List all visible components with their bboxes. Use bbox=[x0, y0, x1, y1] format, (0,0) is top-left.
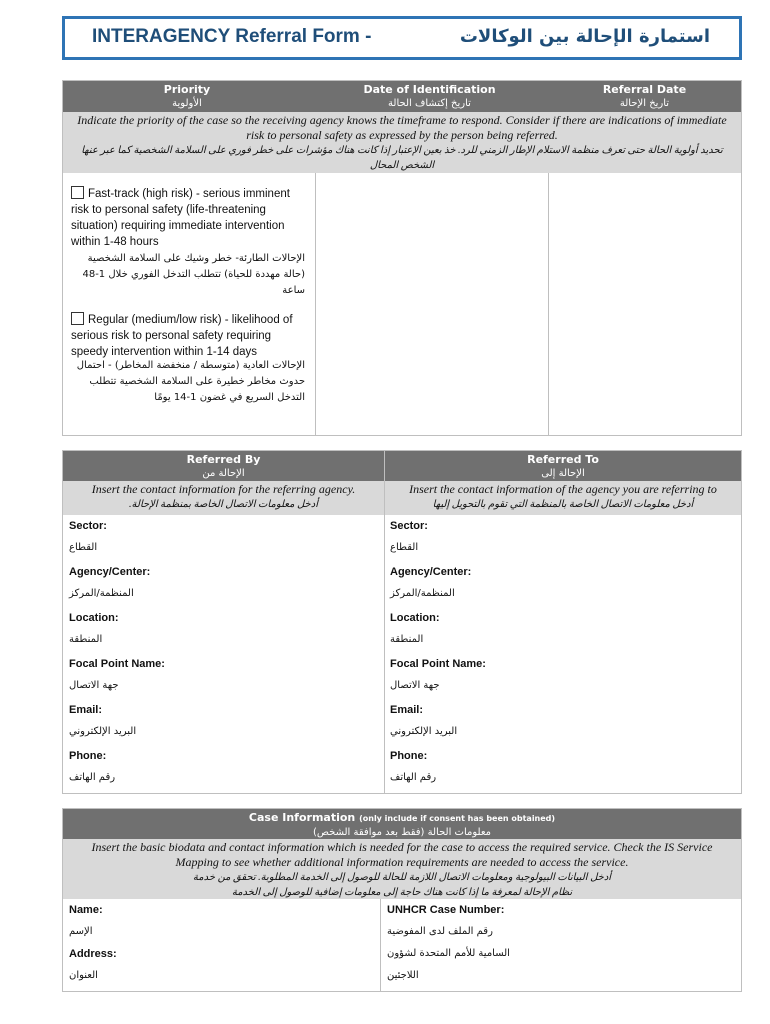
referred-to-instruction: Insert the contact information of the agency you are referring to أدخل معلومات الاتصال الخاصة بالمنظمة التي تقوم بالتحويل إليها bbox=[385, 481, 741, 515]
referred-by-field-label-ar: جهة الاتصال bbox=[69, 680, 119, 691]
referred-to-field-label: Focal Point Name: bbox=[390, 658, 486, 670]
referred-by-field-label-ar: رقم الهاتف bbox=[69, 772, 116, 783]
unhcr-case-number-label: UNHCR Case Number: bbox=[387, 904, 505, 916]
referred-by-field-label: Email: bbox=[69, 704, 103, 716]
referred-to-field-label-ar: المنطقة bbox=[390, 634, 424, 645]
regular-checkbox[interactable] bbox=[71, 312, 84, 325]
fast-track-option-ar: الإحالات الطارئة- خطر وشيك على السلامة الشخصية (حالة مهددة للحياة) تتطلب التدخل الفوري خلال 1-48 ساعة bbox=[82, 253, 305, 296]
case-header: Case Information (only include if consent has been obtained) معلومات الحالة (فقط بعد موافقة الشخص) bbox=[63, 809, 741, 839]
priority-instruction: Indicate the priority of the case so the receiving agency knows the timeframe to respond. Consider if there are indications of immediate risk to personal safety as expressed by the person being referred. تحديد أولوية الحالة حتى تعرف منظمة الاستلام الإطار الزمني للرد. خذ بعين الإعتبار إذا كانت هناك مؤشرات على خطر فوري على السلامة الشخصية كما عبر عنها الشخص المحال bbox=[63, 112, 741, 173]
referred-to-field-label-ar: المنظمة/المركز bbox=[390, 588, 455, 599]
case-divider bbox=[380, 899, 381, 992]
col-divider-1 bbox=[315, 173, 316, 436]
referred-to-field-label: Phone: bbox=[390, 750, 428, 762]
referred-by-field-label-ar: المنطقة bbox=[69, 634, 103, 645]
referred-by-field-label: Sector: bbox=[69, 520, 107, 532]
form-title-en: INTERAGENCY Referral Form - bbox=[92, 26, 372, 47]
referral-divider bbox=[384, 451, 385, 794]
fast-track-option: Fast-track (high risk) - serious imminent risk to personal safety (life-threatening situation) requiring immediate intervention within 1-48 hours bbox=[71, 188, 290, 248]
address-label: Address: bbox=[69, 948, 117, 960]
referred-to-field-label-ar: القطاع bbox=[390, 542, 419, 553]
regular-option-ar: الإحالات العادية (متوسطة / منخفضة المخاطر) - احتمال حدوث مخاطر خطيرة على السلامة الشخصية تتطلب التدخل السريع في غضون 1-14 يومًا bbox=[76, 360, 305, 403]
referred-to-field-label: Location: bbox=[390, 612, 440, 624]
regular-option: Regular (medium/low risk) - likelihood of serious risk to personal safety requiring speedy intervention within 1-14 days bbox=[71, 314, 293, 358]
referred-to-field-label-ar: رقم الهاتف bbox=[390, 772, 437, 783]
fast-track-checkbox[interactable] bbox=[71, 186, 84, 199]
referred-by-field-label-ar: المنظمة/المركز bbox=[69, 588, 134, 599]
referred-to-field-label-ar: جهة الاتصال bbox=[390, 680, 440, 691]
referred-by-field-label-ar: البريد الإلكتروني bbox=[69, 726, 137, 737]
form-title-ar: استمارة الإحالة بين الوكالات bbox=[459, 26, 710, 47]
col-date-identification-header: Date of Identification تاريخ إكتشاف الحالة bbox=[363, 83, 496, 109]
unhcr-case-number-label-ar-2: السامية للأمم المتحدة لشؤون bbox=[387, 948, 510, 959]
col-priority-header: Priority الأولوية bbox=[163, 83, 211, 109]
referred-by-field-label: Agency/Center: bbox=[69, 566, 151, 578]
unhcr-case-number-label-ar-3: اللاجئين bbox=[387, 970, 419, 981]
referred-to-field-label: Email: bbox=[390, 704, 424, 716]
name-label-ar: الإسم bbox=[69, 926, 93, 937]
col-divider-2 bbox=[548, 173, 549, 436]
referred-to-header: Referred To الإحالة إلى bbox=[385, 451, 741, 481]
referred-by-field-label: Focal Point Name: bbox=[69, 658, 165, 670]
unhcr-case-number-label-ar-1: رقم الملف لدى المفوضية bbox=[387, 926, 493, 937]
referred-by-field-label-ar: القطاع bbox=[69, 542, 98, 553]
referred-by-field-label: Location: bbox=[69, 612, 119, 624]
referred-by-field-label: Phone: bbox=[69, 750, 107, 762]
referred-to-field-label: Agency/Center: bbox=[390, 566, 472, 578]
name-label: Name: bbox=[69, 904, 103, 916]
address-label-ar: العنوان bbox=[69, 970, 98, 981]
referred-to-field-label-ar: البريد الإلكتروني bbox=[390, 726, 458, 737]
referred-by-instruction: Insert the contact information for the referring agency. أدخل معلومات الاتصال الخاصة بمنظمة الإحالة. bbox=[63, 481, 384, 515]
referred-to-field-label: Sector: bbox=[390, 520, 428, 532]
case-instruction: Insert the basic biodata and contact information which is needed for the case to access the required service. Check the IS Service Mapping to see whether additional information requirements are needed to access the service. أدخل البيانات البيولوجية ومعلومات الاتصال اللازمة للحالة للوصول إلى الخدمة المطلوبة. تحقق من خدمة نظام الإحالة لمعرفة ما إذا كانت هناك حاجة إلى معلومات إضافية للوصول إلى الخدمة bbox=[63, 839, 741, 899]
col-referral-date-header: Referral Date تاريخ الإحالة bbox=[602, 83, 687, 109]
referred-by-header: Referred By الإحالة من bbox=[63, 451, 384, 481]
